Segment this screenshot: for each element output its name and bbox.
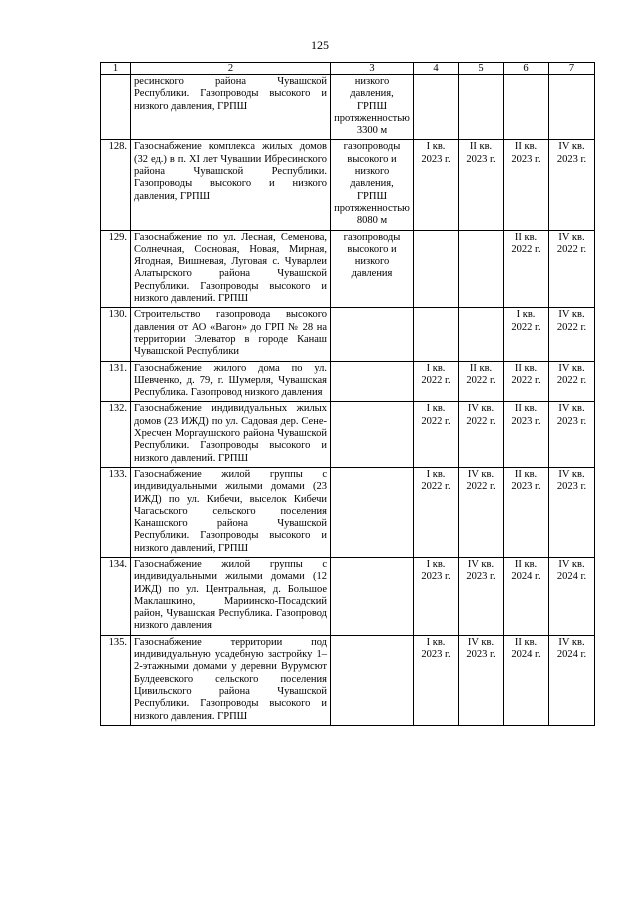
object-name: Газоснабжение жилой группы с индивидуальными жилыми домами (23 ИЖД) по ул. Кибечи, выселок Кибечи Чагасьского сельского поселения Канашского района Чувашской Республики. Газопроводы высокого и низкого давлений, ГРПШ <box>131 467 331 557</box>
object-name: Газоснабжение комплекса жилых домов (32 ед.) в п. XI лет Чувашии Ибресинского района Чувашской Республики. Газопроводы высокого и низкого давления, ГРПШ <box>131 140 331 230</box>
date-cell: IV кв. 2023 г. <box>459 557 504 635</box>
date-cell <box>459 308 504 361</box>
column-header: 1 <box>101 63 131 75</box>
object-name: Газоснабжение территории под индивидуальную усадебную застройку 1–2-этажными домами у деревни Вурумсют Булдеевского сельского поселения Цивильского района Чувашской Республики. Газопроводы высокого и низкого давления. ГРПШ <box>131 635 331 725</box>
object-type <box>331 402 414 467</box>
column-header: 2 <box>131 63 331 75</box>
date-cell: II кв. 2023 г. <box>504 402 549 467</box>
object-type: газопроводы высокого и низкого давления <box>331 230 414 308</box>
date-cell: I кв. 2022 г. <box>504 308 549 361</box>
column-header: 4 <box>414 63 459 75</box>
date-cell <box>459 230 504 308</box>
object-type: газопроводы высокого и низкого давления, ГРПШ протяженностью 8080 м <box>331 140 414 230</box>
object-type <box>331 557 414 635</box>
date-cell: I кв. 2023 г. <box>414 635 459 725</box>
date-cell <box>459 75 504 140</box>
table-row <box>101 557 595 635</box>
row-number: 131. <box>101 361 131 402</box>
date-cell: IV кв. 2022 г. <box>549 230 595 308</box>
object-type <box>331 467 414 557</box>
date-cell: II кв. 2024 г. <box>504 635 549 725</box>
object-name: ресинского района Чувашской Республики. Газопроводы высокого и низкого давления, ГРПШ <box>131 75 331 140</box>
object-type <box>331 635 414 725</box>
date-cell: II кв. 2023 г. <box>504 140 549 230</box>
table-row <box>101 308 595 361</box>
table-row <box>101 467 595 557</box>
date-cell: IV кв. 2024 г. <box>549 557 595 635</box>
date-cell: IV кв. 2023 г. <box>459 635 504 725</box>
column-header: 3 <box>331 63 414 75</box>
row-number: 133. <box>101 467 131 557</box>
row-number: 134. <box>101 557 131 635</box>
date-cell: II кв. 2023 г. <box>504 467 549 557</box>
date-cell <box>414 230 459 308</box>
date-cell: I кв. 2023 г. <box>414 140 459 230</box>
date-cell: IV кв. 2022 г. <box>459 402 504 467</box>
row-number <box>101 75 131 140</box>
page-number: 125 <box>311 38 329 52</box>
date-cell: II кв. 2022 г. <box>504 230 549 308</box>
date-cell: I кв. 2023 г. <box>414 557 459 635</box>
date-cell: II кв. 2022 г. <box>504 361 549 402</box>
date-cell: I кв. 2022 г. <box>414 361 459 402</box>
column-header: 5 <box>459 63 504 75</box>
row-number: 135. <box>101 635 131 725</box>
object-name: Газоснабжение жилой группы с индивидуальными жилыми домами (12 ИЖД) по ул. Центральная, д. Большое Маклашкино, Мариинско-Посадский район, Чувашская Республика. Газопровод низкого давления <box>131 557 331 635</box>
date-cell: II кв. 2022 г. <box>459 361 504 402</box>
date-cell: IV кв. 2024 г. <box>549 635 595 725</box>
column-header: 7 <box>549 63 595 75</box>
objects-table <box>100 62 595 726</box>
table-row <box>101 402 595 467</box>
object-type: низкого давления, ГРПШ протяженностью 3300 м <box>331 75 414 140</box>
row-number: 130. <box>101 308 131 361</box>
date-cell: IV кв. 2023 г. <box>549 140 595 230</box>
date-cell: I кв. 2022 г. <box>414 402 459 467</box>
date-cell <box>414 308 459 361</box>
table-row <box>101 230 595 308</box>
header-row <box>101 63 595 75</box>
date-cell: IV кв. 2022 г. <box>549 361 595 402</box>
date-cell: II кв. 2023 г. <box>459 140 504 230</box>
date-cell <box>549 75 595 140</box>
object-name: Строительство газопровода высокого давления от АО «Вагон» до ГРП № 28 на территории Элеватор в городе Канаш Чувашской Республики <box>131 308 331 361</box>
date-cell: II кв. 2024 г. <box>504 557 549 635</box>
date-cell: IV кв. 2023 г. <box>549 467 595 557</box>
date-cell: IV кв. 2022 г. <box>549 308 595 361</box>
table-row <box>101 140 595 230</box>
object-type <box>331 361 414 402</box>
row-number: 129. <box>101 230 131 308</box>
table-row <box>101 361 595 402</box>
object-name: Газоснабжение индивидуальных жилых домов (23 ИЖД) по ул. Садовая дер. Сене-Хресчен Моргаушского района Чувашской Республики. Газопроводы высокого и низкого давлений. ГРПШ <box>131 402 331 467</box>
row-number: 128. <box>101 140 131 230</box>
date-cell <box>504 75 549 140</box>
date-cell <box>414 75 459 140</box>
row-number: 132. <box>101 402 131 467</box>
object-name: Газоснабжение жилого дома по ул. Шевченко, д. 79, г. Шумерля, Чувашская Республика. Газопровод низкого давления <box>131 361 331 402</box>
table-row <box>101 635 595 725</box>
object-type <box>331 308 414 361</box>
table-row <box>101 75 595 140</box>
date-cell: IV кв. 2022 г. <box>459 467 504 557</box>
object-name: Газоснабжение по ул. Лесная, Семенова, Солнечная, Сосновая, Новая, Мирная, Ягодная, Вишневая, Луговая с. Чуварлеи Алатырского района Чувашской Республики. Газопроводы высокого и низкого давлений. ГРПШ <box>131 230 331 308</box>
date-cell: IV кв. 2023 г. <box>549 402 595 467</box>
date-cell: I кв. 2022 г. <box>414 467 459 557</box>
column-header: 6 <box>504 63 549 75</box>
